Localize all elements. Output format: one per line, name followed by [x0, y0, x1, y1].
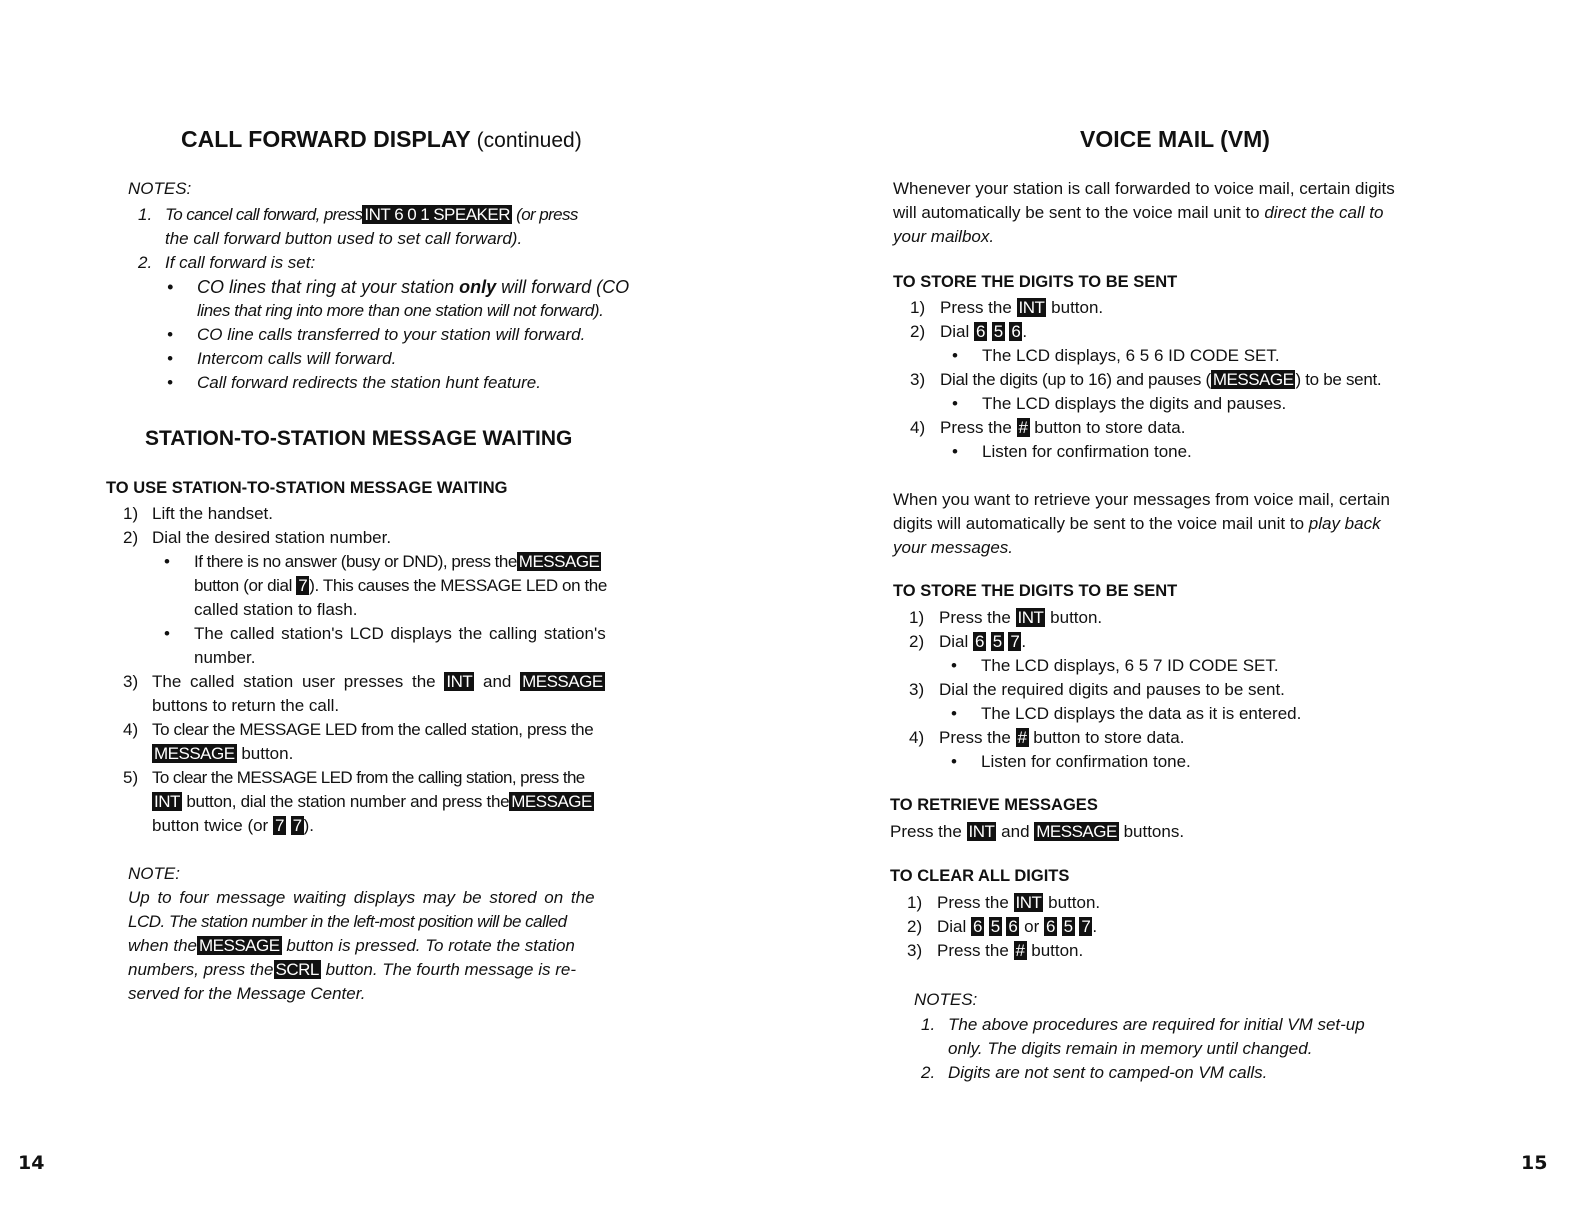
step-text: and [474, 672, 521, 691]
note-text: button is pressed. To rotate the station [281, 936, 575, 955]
step-5: To clear the MESSAGE LED from the calling station, press the [152, 768, 585, 787]
note-number: 2. [138, 253, 153, 272]
intro-line: Whenever your station is call forwarded to voice mail, certain digits [893, 179, 1395, 198]
call-forward-bullet-line2: lines that ring into more than one station will not forward). [197, 301, 604, 320]
step-4-line2 [152, 742, 293, 766]
five-key: 5 [993, 322, 1003, 341]
intro-italic: direct the call to [1264, 203, 1384, 222]
step-number: 2) [909, 632, 925, 651]
note-text: To cancel call forward, press [165, 205, 363, 224]
step-number: 3) [907, 941, 923, 960]
one-key: 1 [420, 205, 430, 224]
title-suffix: (continued) [476, 129, 582, 152]
step-text: ). [303, 816, 315, 835]
step-text: button. [236, 744, 294, 763]
int-key: INT [154, 792, 180, 811]
int-key: INT [446, 672, 473, 691]
store2-step-2: Dial 6 5 7 . [939, 632, 1027, 651]
step-text: or [1019, 917, 1044, 936]
call-forward-bullet: • Intercom calls will forward. [197, 347, 396, 371]
int-key: INT [1017, 608, 1044, 627]
page-number: 15 [1521, 1152, 1548, 1174]
step-4: To clear the MESSAGE LED from the called station, press the [152, 720, 594, 739]
step-text: Press the [937, 893, 1014, 912]
hash-key: # [1017, 728, 1027, 747]
step-text: Press the [939, 608, 1016, 627]
step-text: Dial [939, 632, 974, 651]
store1-step-2-bullet: • The LCD displays, 6 5 6 ID CODE SET. [982, 344, 1280, 368]
step-text: and [996, 822, 1035, 841]
step-number: 4) [123, 720, 139, 739]
note-2: If call forward is set: [165, 253, 316, 272]
int-key: INT [1018, 298, 1045, 317]
vm-note-1: The above procedures are required for initial VM set-up [948, 1015, 1365, 1034]
note-text: numbers, press the [128, 960, 274, 979]
store1-step-4 [940, 416, 1185, 440]
scrl-key: SCRL [275, 960, 319, 979]
message-key: MESSAGE [1036, 822, 1117, 841]
six-key: 6 [1008, 917, 1018, 936]
step-5-line3 [152, 814, 314, 838]
clear-step-3 [937, 939, 1083, 963]
hash-key: # [1015, 941, 1025, 960]
retrieve-messages-title: TO RETRIEVE MESSAGES [890, 796, 1098, 814]
call-forward-bullet: • CO line calls transferred to your station will forward. [197, 323, 585, 347]
store1-step-1 [940, 296, 1103, 320]
intro-text: will automatically be sent to the voice mail unit to [893, 203, 1265, 222]
step-number: 2) [907, 917, 923, 936]
step-text: button to store data. [1029, 418, 1186, 437]
bullet-text: will forward (CO [496, 277, 630, 297]
title-text: CALL FORWARD DISPLAY [181, 126, 471, 152]
store1-step-4-bullet: • Listen for confirmation tone. [982, 440, 1192, 464]
retrieve-intro-line [893, 512, 1381, 536]
store-digits-title: TO STORE THE DIGITS TO BE SENT [893, 582, 1178, 600]
step-text: button twice (or [152, 816, 273, 835]
step-text: Press the [939, 728, 1016, 747]
six-key: 6 [973, 917, 982, 936]
store1-step-3-bullet: • The LCD displays the digits and pauses. [982, 392, 1286, 416]
message-key: MESSAGE [199, 936, 280, 955]
subsection-title: TO USE STATION-TO-STATION MESSAGE WAITING [106, 479, 508, 497]
store1-step-2: Dial 6 5 6 . [940, 322, 1028, 341]
notes-label: NOTES: [914, 990, 978, 1009]
step-text: buttons. [1118, 822, 1185, 841]
step-text: The called station user presses the [152, 672, 445, 691]
note-number: 2. [921, 1063, 936, 1082]
call-forward-bullet [197, 275, 629, 299]
step-2-bullet: • The called station's LCD displays the calling station's [194, 622, 606, 646]
step-5-line2 [152, 790, 594, 814]
step-text: Dial the digits (up to 16) and pauses ( [940, 370, 1211, 389]
note-line: LCD. The station number in the left-most position will be called [128, 912, 567, 931]
store1-step-3 [940, 368, 1381, 392]
bullet-text: ). This causes the MESSAGE LED on the [309, 576, 607, 595]
step-2-bullet [194, 550, 601, 574]
intro-text: digits will automatically be sent to the voice mail unit to [893, 514, 1309, 533]
message-key: MESSAGE [518, 552, 600, 571]
left-page [0, 0, 791, 1215]
seven-key: 7 [298, 576, 308, 595]
step-number: 3) [909, 680, 925, 699]
note-label: NOTE: [128, 864, 180, 883]
six-key: 6 [976, 322, 985, 341]
message-key: MESSAGE [1212, 370, 1294, 389]
note-number: 1. [921, 1015, 936, 1034]
clear-digits-title: TO CLEAR ALL DIGITS [890, 867, 1070, 885]
note-number: 1. [138, 205, 153, 224]
step-number: 5) [123, 768, 139, 787]
step-number: 3) [123, 672, 139, 691]
store2-step-3-bullet: • The LCD displays the data as it is entered. [981, 702, 1301, 726]
bullet-text: If there is no answer (busy or DND), press the [194, 552, 517, 571]
note-line [128, 934, 575, 958]
five-key: 5 [1063, 917, 1073, 936]
step-text: ) to be sent. [1295, 370, 1382, 389]
seven-key: 7 [1081, 917, 1091, 936]
right-page [791, 0, 1583, 1215]
five-key: 5 [992, 632, 1002, 651]
message-key: MESSAGE [511, 792, 592, 811]
int-key: INT [1015, 893, 1042, 912]
step-text: Press the [890, 822, 967, 841]
step-text: button to store data. [1028, 728, 1185, 747]
zero-key: 0 [407, 205, 417, 224]
vm-note-2: Digits are not sent to camped-on VM calls. [948, 1063, 1268, 1082]
step-2: Dial the desired station number. [152, 528, 392, 547]
step-number: 2) [910, 322, 926, 341]
step-number: 4) [910, 418, 926, 437]
store2-step-1 [939, 606, 1102, 630]
note-text: when the [128, 936, 197, 955]
section-title: STATION-TO-STATION MESSAGE WAITING [145, 427, 573, 450]
step-number: 4) [909, 728, 925, 747]
six-key: 6 [1011, 322, 1021, 341]
clear-step-1 [937, 891, 1100, 915]
intro-italic: play back [1308, 514, 1381, 533]
step-1: Lift the handset. [152, 504, 273, 523]
notes-label: NOTES: [128, 179, 192, 198]
step-3-line2: buttons to return the call. [152, 696, 340, 715]
vm-note-1-line2: only. The digits remain in memory until changed. [948, 1039, 1313, 1058]
store-digits-title: TO STORE THE DIGITS TO BE SENT [893, 273, 1178, 291]
step-2-bullet-line2 [194, 574, 607, 598]
message-key: MESSAGE [522, 672, 603, 691]
step-2-bullet-line2: number. [194, 648, 256, 667]
step-number: 1) [907, 893, 923, 912]
bullet-text: button (or dial [194, 576, 297, 595]
step-text: button. [1043, 893, 1101, 912]
step-number: 2) [123, 528, 139, 547]
note-1 [165, 203, 578, 227]
note-line [128, 958, 576, 982]
store2-step-3: Dial the required digits and pauses to be sent. [939, 680, 1285, 699]
six-key: 6 [1045, 917, 1055, 936]
retrieve-messages-text [890, 820, 1184, 844]
step-text: Press the [940, 298, 1017, 317]
step-text: Press the [937, 941, 1014, 960]
clear-step-2: Dial 6 5 6 or 6 5 7 . [937, 917, 1098, 936]
hash-key: # [1018, 418, 1028, 437]
speaker-key: SPEAKER [433, 205, 511, 224]
seven-key: 7 [1010, 632, 1020, 651]
bullet-text: CO lines that ring at your station [197, 277, 460, 297]
store2-step-2-bullet: • The LCD displays, 6 5 7 ID CODE SET. [981, 654, 1279, 678]
retrieve-intro-line: your messages. [893, 538, 1013, 557]
five-key: 5 [990, 917, 1000, 936]
seven-key: 7 [274, 816, 284, 835]
bullet-bold: only [459, 277, 497, 297]
step-2-bullet-line3: called station to flash. [194, 600, 358, 619]
step-text: button. [1026, 941, 1084, 960]
right-page-title: VOICE MAIL (VM) [1080, 126, 1270, 152]
step-number: 1) [910, 298, 926, 317]
note-text: button. The fourth message is re- [320, 960, 576, 979]
step-number: 1) [909, 608, 925, 627]
page-number: 14 [18, 1152, 45, 1174]
call-forward-bullet: • Call forward redirects the station hunt feature. [197, 371, 541, 395]
note-line: served for the Message Center. [128, 984, 366, 1003]
retrieve-intro-line: When you want to retrieve your messages from voice mail, certain [893, 490, 1390, 509]
note-1-line2: the call forward button used to set call forward). [165, 229, 523, 248]
step-3 [152, 670, 605, 694]
six-key: 6 [394, 205, 404, 224]
step-number: 3) [910, 370, 926, 389]
left-page-title [181, 126, 582, 153]
step-text: Press the [940, 418, 1017, 437]
store2-step-4-bullet: • Listen for confirmation tone. [981, 750, 1191, 774]
int-key: INT [968, 822, 995, 841]
note-text: (or press [512, 205, 578, 224]
note-line: Up to four message waiting displays may be stored on the [128, 888, 595, 907]
step-text: Dial [940, 322, 975, 341]
intro-line: your mailbox. [893, 227, 995, 246]
step-text: button. [1046, 298, 1104, 317]
int-key: INT [364, 205, 391, 224]
step-text: button, dial the station number and press the [181, 792, 510, 811]
seven-key: 7 [292, 816, 302, 835]
step-text: button. [1045, 608, 1103, 627]
step-text: Dial [937, 917, 972, 936]
six-key: 6 [975, 632, 984, 651]
step-number: 1) [123, 504, 139, 523]
store2-step-4 [939, 726, 1184, 750]
intro-line [893, 201, 1383, 225]
message-key: MESSAGE [154, 744, 235, 763]
